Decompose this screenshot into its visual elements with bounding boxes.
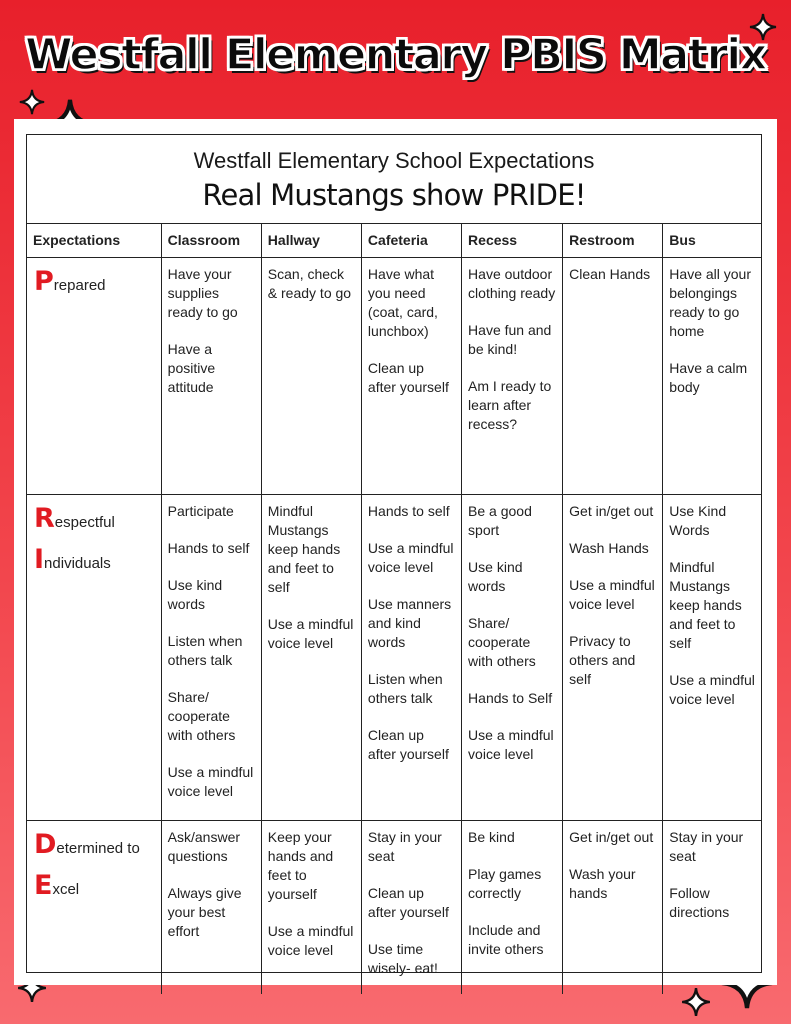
pride-letter: E bbox=[34, 870, 53, 901]
pbis-table bbox=[27, 224, 761, 994]
expectation-cell bbox=[27, 495, 161, 821]
table-row bbox=[27, 258, 761, 495]
table-cell bbox=[462, 258, 563, 495]
cell-item: Have fun and be kind! bbox=[468, 322, 552, 357]
table-cell bbox=[563, 258, 663, 495]
cell-item: Use a mindful voice level bbox=[367, 540, 454, 575]
table-cell bbox=[261, 821, 361, 995]
sparkle-icon bbox=[748, 12, 778, 42]
matrix-header bbox=[27, 135, 761, 224]
cell-item: Clean Hands bbox=[569, 266, 651, 282]
cell-item: Share/ cooperate with others bbox=[167, 689, 236, 743]
cell-item: Stay in your seat bbox=[669, 829, 744, 864]
cell-item: Use a mindful voice level bbox=[468, 727, 554, 762]
pride-letter: R bbox=[34, 503, 55, 534]
cell-item: Clean up after yourself bbox=[367, 727, 449, 762]
cell-item: Use time wisely- eat! bbox=[367, 941, 438, 976]
column-header: Hallway bbox=[261, 224, 361, 258]
expectation-word: xcel bbox=[52, 881, 80, 898]
cell-item: Use Kind Words bbox=[669, 503, 727, 538]
expectation-label bbox=[34, 503, 154, 534]
cell-item: Keep your hands and feet to yourself bbox=[267, 829, 334, 902]
column-header: Expectations bbox=[27, 224, 161, 258]
column-header: Restroom bbox=[563, 224, 663, 258]
cell-item: Use a mindful voice level bbox=[569, 577, 655, 612]
cell-item: Use kind words bbox=[468, 559, 523, 594]
expectation-word: etermined to bbox=[56, 840, 140, 857]
cell-item: Share/ cooperate with others bbox=[468, 615, 536, 669]
cell-item: Scan, check & ready to go bbox=[267, 266, 352, 301]
table-cell bbox=[361, 495, 461, 821]
cell-item: Listen when others talk bbox=[167, 633, 243, 668]
table-cell bbox=[663, 258, 761, 495]
cell-item: Am I ready to learn after recess? bbox=[468, 378, 552, 432]
cell-item: Ask/answer questions bbox=[167, 829, 241, 864]
table-cell bbox=[161, 495, 261, 821]
page-title: Westfall Elementary PBIS Matrix bbox=[25, 30, 766, 80]
cell-item: Have your supplies ready to go bbox=[167, 266, 238, 320]
cell-item: Stay in your seat bbox=[367, 829, 442, 864]
cell-item: Clean up after yourself bbox=[367, 885, 449, 920]
cell-item: Use kind words bbox=[167, 577, 223, 612]
table-cell bbox=[462, 495, 563, 821]
table-cell bbox=[261, 495, 361, 821]
expectation-word: ndividuals bbox=[44, 555, 111, 572]
table-row bbox=[27, 821, 761, 995]
cell-item: Have outdoor clothing ready bbox=[468, 266, 556, 301]
cell-item: Have a positive attitude bbox=[167, 341, 216, 395]
cell-item: Use a mindful voice level bbox=[669, 672, 755, 707]
expectation-word: repared bbox=[53, 277, 106, 294]
table-cell bbox=[563, 821, 663, 995]
pride-letter: D bbox=[34, 829, 57, 860]
expectation-label bbox=[34, 870, 154, 901]
cell-item: Have all your belongings ready to go home bbox=[669, 266, 751, 339]
cell-item: Play games correctly bbox=[468, 866, 542, 901]
cell-item: Always give your best effort bbox=[167, 885, 242, 939]
column-header: Bus bbox=[663, 224, 761, 258]
cell-item: Use a mindful voice level bbox=[267, 923, 354, 958]
cell-item: Listen when others talk bbox=[367, 671, 443, 706]
cell-item: Include and invite others bbox=[468, 922, 544, 957]
cell-item: Hands to self bbox=[367, 503, 450, 519]
cell-item: Be kind bbox=[468, 829, 515, 845]
expectation-cell bbox=[27, 821, 161, 995]
expectation-label bbox=[34, 829, 154, 860]
expectation-word: espectful bbox=[54, 514, 115, 531]
header-row bbox=[27, 224, 761, 258]
table-cell bbox=[361, 258, 461, 495]
cell-item: Get in/get out bbox=[569, 829, 654, 845]
table-row bbox=[27, 495, 761, 821]
cell-item: Have a calm body bbox=[669, 360, 748, 395]
school-name: Westfall Elementary School Expectations bbox=[193, 148, 595, 173]
cell-item: Have what you need (coat, card, lunchbox) bbox=[367, 266, 438, 339]
cell-item: Be a good sport bbox=[468, 503, 532, 538]
cell-item: Use a mindful voice level bbox=[167, 764, 254, 799]
cell-item: Follow directions bbox=[669, 885, 730, 920]
cell-item: Privacy to others and self bbox=[569, 633, 636, 687]
table-cell bbox=[261, 258, 361, 495]
cell-item: Hands to self bbox=[167, 540, 250, 556]
expectation-label bbox=[34, 544, 154, 575]
cell-item: Get in/get out bbox=[569, 503, 654, 519]
table-cell bbox=[563, 495, 663, 821]
expectation-cell bbox=[27, 258, 161, 495]
table-cell bbox=[462, 821, 563, 995]
pride-letter: P bbox=[34, 266, 54, 297]
expectations-matrix bbox=[26, 134, 762, 976]
expectation-label bbox=[34, 266, 154, 297]
pride-letter: I bbox=[34, 544, 45, 575]
cell-item: Mindful Mustangs keep hands and feet to self bbox=[267, 503, 341, 595]
motto: Real Mustangs show PRIDE! bbox=[202, 178, 586, 212]
table-cell bbox=[361, 821, 461, 995]
cell-item: Use a mindful voice level bbox=[267, 616, 354, 651]
column-header: Classroom bbox=[161, 224, 261, 258]
column-header: Cafeteria bbox=[361, 224, 461, 258]
table-cell bbox=[161, 821, 261, 995]
cell-item: Clean up after yourself bbox=[367, 360, 449, 395]
table-cell bbox=[663, 821, 761, 995]
table-body bbox=[27, 258, 761, 995]
cell-item: Use manners and kind words bbox=[367, 596, 452, 650]
cell-item: Wash your hands bbox=[569, 866, 636, 901]
table-cell bbox=[161, 258, 261, 495]
cell-item: Wash Hands bbox=[569, 540, 649, 556]
cell-item: Mindful Mustangs keep hands and feet to self bbox=[669, 559, 742, 651]
table-cell bbox=[663, 495, 761, 821]
column-header: Recess bbox=[462, 224, 563, 258]
cell-item: Participate bbox=[167, 503, 234, 519]
cell-item: Hands to Self bbox=[468, 690, 553, 706]
